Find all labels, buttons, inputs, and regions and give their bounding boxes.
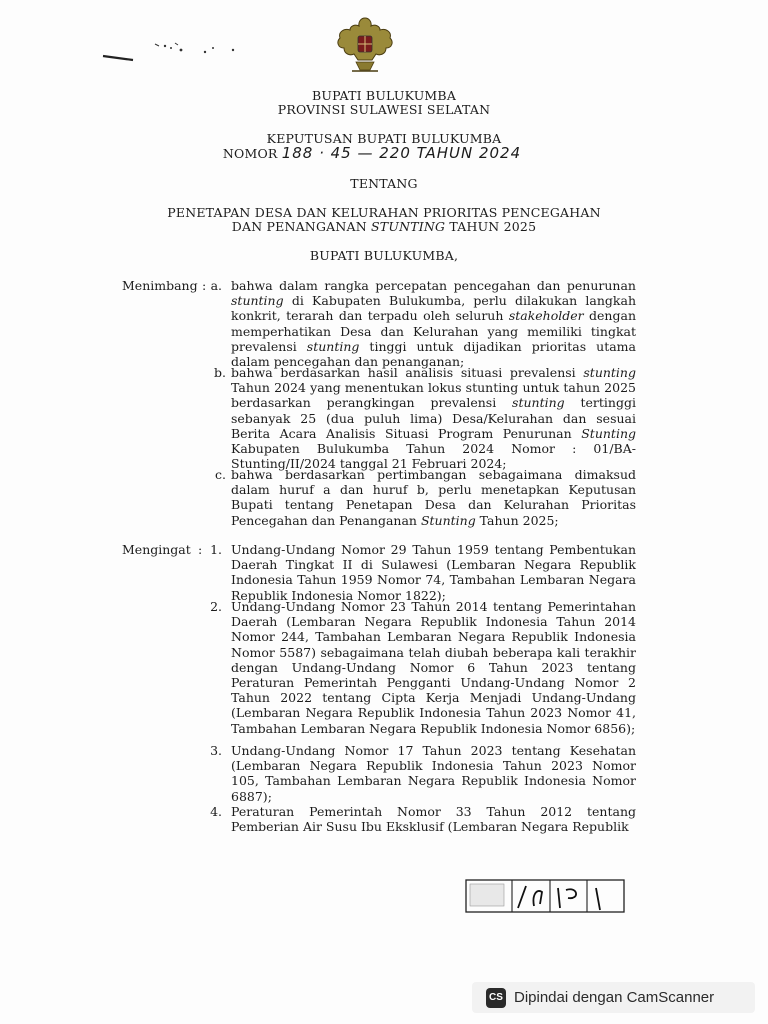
menimbang-colon: : [202,278,207,293]
mengingat-marker-3: 3. [210,743,222,758]
menimbang-marker-c: c. [215,467,226,482]
camscanner-logo-icon: CS [486,988,506,1008]
garuda-emblem-icon [334,14,396,78]
official-title: BUPATI BULUKUMBA, [309,248,459,263]
paraf-box [462,878,627,916]
decree-number-handwritten: 188 · 45 — 220 TAHUN 2024 [281,144,522,162]
scan-edge-marks [95,38,265,78]
decree-number [0,144,756,162]
subject-line-2-italic: STUNTING [371,219,446,234]
menimbang-item-c: bahwa berdasarkan pertimbangan sebagaimana dimaksud dalam huruf a dan huruf b, perlu menetapkan Keputusan Bupati tentang Penetapan Desa dan Kelurahan Prioritas Pencegahan dan Penanganan Stunting Tahun 2025; [231,467,636,528]
menimbang-label: Menimbang [122,278,198,293]
mengingat-item-1: Undang-Undang Nomor 29 Tahun 1959 tentang Pembentukan Daerah Tingkat II di Sulawesi (Lembaran Negara Republik Indonesia Tahun 1959 Nomor 74, Tambahan Lembaran Negara Republik Indonesia Nomor 1822); [231,542,636,603]
camscanner-watermark [472,982,755,1013]
menimbang-item-b: bahwa berdasarkan hasil analisis situasi prevalensi stunting Tahun 2024 yang menentukan lokus stunting untuk tahun 2025 berdasarkan perangkingan prevalensi stunting tertinggi sebanyak 25 (dua puluh lima) Desa/Kelurahan dan sesuai Berita Acara Analisis Situasi Program Penurunan Stunting Kabupaten Bulukumba Tahun 2024 Nomor : 01/BA-Stunting/II/2024 tanggal 21 Februari 2024; [231,365,636,472]
header-regent-title: BUPATI BULUKUMBA [311,88,457,103]
camscanner-text: Dipindai dengan CamScanner [514,989,715,1006]
menimbang-marker-a: a. [210,278,222,293]
mengingat-colon: : [198,542,203,557]
menimbang-marker-b: b. [214,365,226,380]
menimbang-item-a: bahwa dalam rangka percepatan pencegahan dan penurunan stunting di Kabupaten Bulukumba, perlu dilakukan langkah konkrit, terarah dan terpadu oleh seluruh stakeholder dengan memperhatikan Desa dan Kelurahan yang memiliki tingkat prevalensi stunting tinggi untuk dijadikan prioritas utama dalam pencegahan dan penanganan; [231,278,636,370]
mengingat-label: Mengingat [122,542,191,557]
mengingat-marker-4: 4. [210,804,222,819]
header-province: PROVINSI SULAWESI SELATAN [277,102,491,117]
tentang-heading: TENTANG [350,176,418,191]
mengingat-item-4: Peraturan Pemerintah Nomor 33 Tahun 2012 tentang Pemberian Air Susu Ibu Eksklusif (Lembaran Negara Republik [231,804,636,835]
mengingat-item-2: Undang-Undang Nomor 23 Tahun 2014 tentang Pemerintahan Daerah (Lembaran Negara Republik Indonesia Tahun 2014 Nomor 244, Tambahan Lembaran Negara Republik Indonesia Nomor 5587) sebagaimana telah diubah beberapa kali terakhir dengan Undang-Undang Nomor 6 Tahun 2023 tentang Peraturan Pemerintah Pengganti Undang-Undang Nomor 2 Tahun 2022 tentang Cipta Kerja Menjadi Undang-Undang (Lembaran Negara Republik Indonesia Tahun 2023 Nomor 41, Tambahan Lembaran Negara Republik Indonesia Nomor 6856); [231,599,636,736]
decree-number-prefix: NOMOR [222,146,278,161]
mengingat-item-3: Undang-Undang Nomor 17 Tahun 2023 tentang Kesehatan (Lembaran Negara Republik Indonesia Tahun 2023 Nomor 105, Tambahan Lembaran Negara Republik Indonesia Nomor 6887); [231,743,636,804]
subject-line-2-pre: DAN PENANGANAN [231,219,372,234]
decree-title: KEPUTUSAN BUPATI BULUKUMBA [266,131,502,146]
mengingat-marker-2: 2. [210,599,222,614]
subject-line-2 [0,219,768,234]
paraf-handwriting: 1 1 1 9 [532,900,536,901]
mengingat-marker-1: 1. [210,542,222,557]
subject-line-2-post: TAHUN 2025 [445,219,537,234]
subject-line-1: PENETAPAN DESA DAN KELURAHAN PRIORITAS PENCEGAHAN [167,205,601,220]
